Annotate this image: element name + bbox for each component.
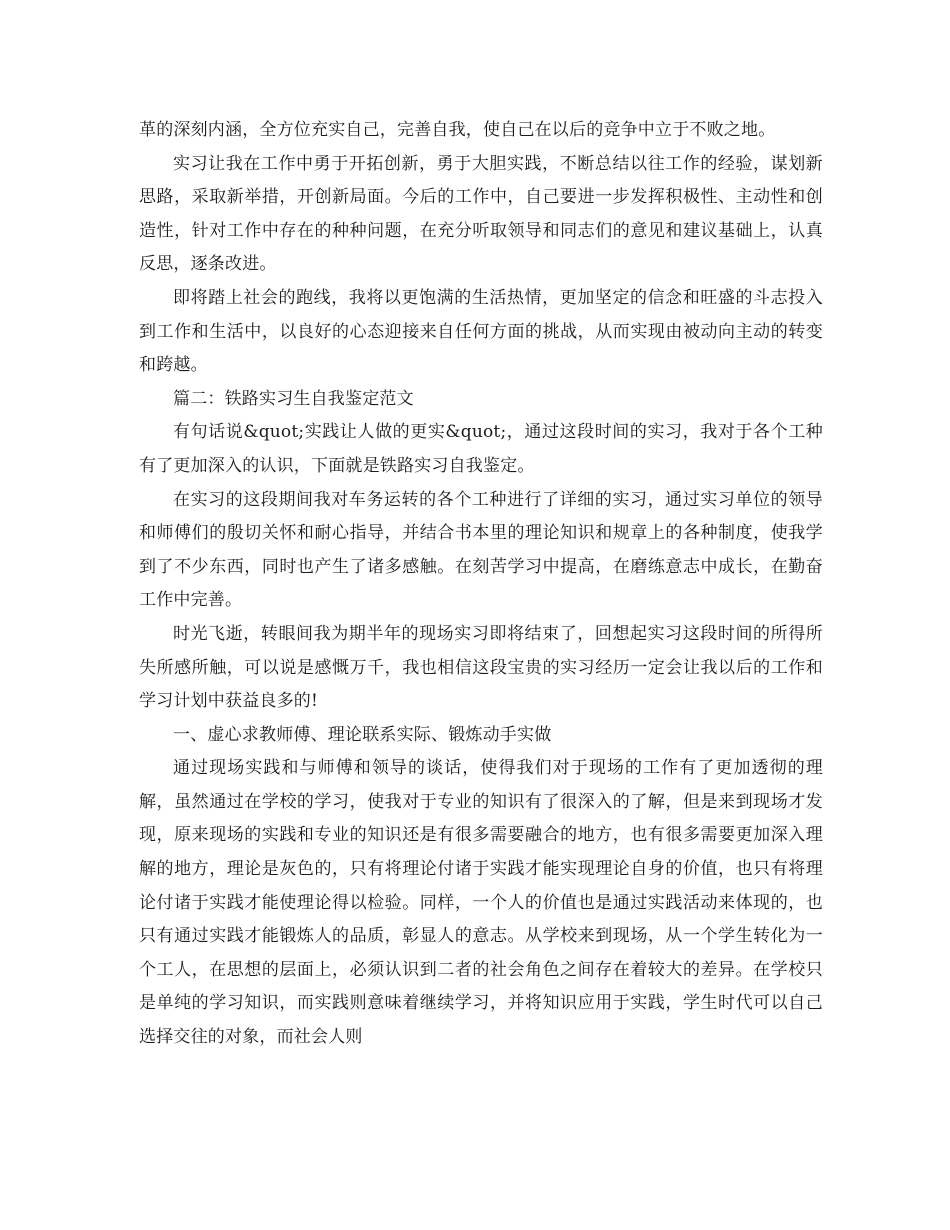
paragraph-7: 通过现场实践和与师傅和领导的谈话，使得我们对于现场的工作有了更加透彻的理解，虽然通过在学校的学习，使我对于专业的知识有了很深入的了解，但是来到现场才发现，原来现场的实践和专业的知识还是有很多需要融合的地方，也有很多需要更加深入理解的地方，理论是灰色的，只有将理论付诸于实践才能实现理论自身的价值，也只有将理论付诸于实践才能使理论得以检验。同样，一个人的价值也是通过实践活动来体现的，也只有通过实践才能锻炼人的品质，彰显人的意志。从学校来到现场，从一个学生转化为一个工人，在思想的层面上，必须认识到二者的社会角色之间存在着较大的差异。在学校只是单纯的学习知识，而实践则意味着继续学习，并将知识应用于实践，学生时代可以自己选择交往的对象，而社会人则 [139, 758, 823, 1048]
paragraph-1: 革的深刻内涵，全方位充实自己，完善自我，使自己在以后的竞争中立于不败之地。 [139, 120, 776, 140]
document-body [139, 114, 823, 1055]
paragraph-5: 在实习的这段期间我对车务运转的各个工种进行了详细的实习，通过实习单位的领导和师傅们的殷切关怀和耐心指导，并结合书本里的理论知识和规章上的各种制度，使我学到了不少东西，同时也产生了诸多感触。在刻苦学习中提高，在磨练意志中成长，在勤奋工作中完善。 [139, 489, 823, 611]
paragraph-6: 时光飞逝，转眼间我为期半年的现场实习即将结束了，回想起实习这段时间的所得所失所感所触，可以说是感慨万千，我也相信这段宝贵的实习经历一定会让我以后的工作和学习计划中获益良多的! [139, 623, 823, 712]
subheading-one: 一、虚心求教师傅、理论联系实际、锻炼动手实做 [173, 724, 552, 745]
section-heading-part-two: 篇二：铁路实习生自我鉴定范文 [173, 388, 414, 409]
paragraph-4: 有句话说&quot;实践让人做的更实&quot;，通过这段时间的实习，我对于各个工种有了更加深入的认识，下面就是铁路实习自我鉴定。 [139, 422, 823, 476]
paragraph-3: 即将踏上社会的跑线，我将以更饱满的生活热情，更加坚定的信念和旺盛的斗志投入到工作和生活中，以良好的心态迎接来自任何方面的挑战，从而实现由被动向主动的转变和跨越。 [139, 287, 823, 376]
paragraph-2: 实习让我在工作中勇于开拓创新，勇于大胆实践，不断总结以往工作的经验，谋划新思路，采取新举措，开创新局面。今后的工作中，自己要进一步发挥积极性、主动性和创造性，针对工作中存在的种种问题，在充分听取领导和同志们的意见和建议基础上，认真反思，逐条改进。 [139, 153, 823, 275]
